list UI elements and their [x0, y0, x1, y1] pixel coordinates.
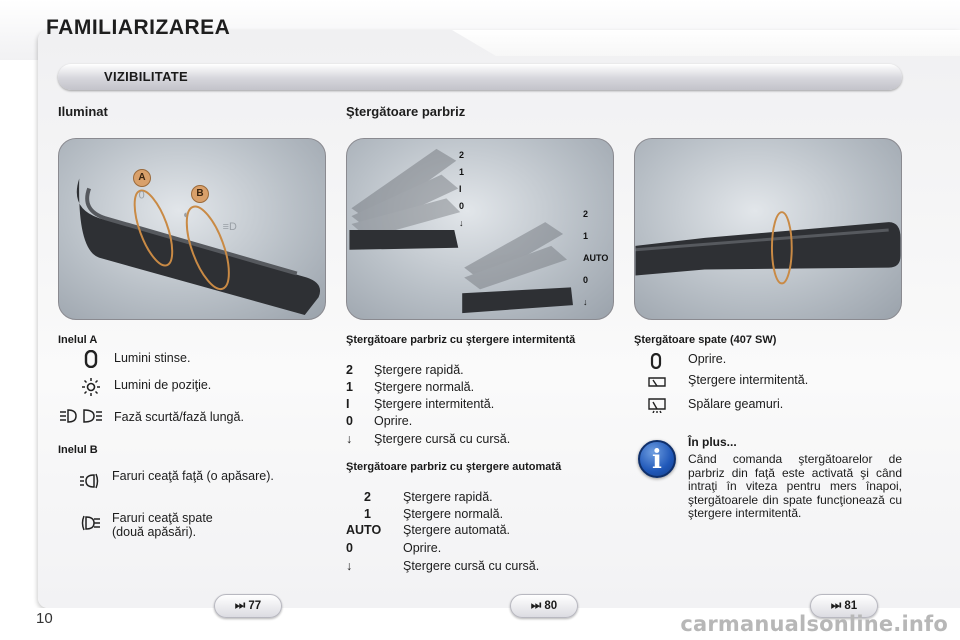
- front-fog-lights-icon: [80, 473, 100, 489]
- ring-b-item-front-fog: Faruri ceaţă faţă (o apăsare).: [112, 469, 274, 483]
- intermittent-title: Ştergătoare parbriz cu ştergere intermitentă: [346, 334, 576, 346]
- wiper-stalk-photo: [346, 138, 614, 320]
- page-number: 10: [36, 610, 53, 627]
- ring-a-title: Inelul A: [58, 334, 98, 346]
- section-title: VIZIBILITATE: [104, 69, 188, 84]
- lighting-stalk-illustration: [59, 139, 325, 319]
- wiper-mark-bottom-0: 0: [583, 275, 589, 285]
- automatic-title: Ştergătoare parbriz cu ştergere automată: [346, 461, 562, 473]
- wiper-mark-top-0: 0: [459, 201, 465, 211]
- automatic-text-auto: Ştergere automată.: [403, 523, 511, 537]
- ring-a-item-beam: Fază scurtă/fază lungă.: [114, 410, 244, 424]
- rear-wiper-stalk-photo: [634, 138, 902, 320]
- info-body: Când comanda ştergătoarelor de parbriz din faţă este activată şi când intraţi în viteza pentru mers înapoi, ştergătoarele din spate funcţionează cu ştergere intermitentă.: [688, 452, 902, 521]
- reference-link-77[interactable]: ⏭ 77: [214, 594, 282, 618]
- ring-a-marker: A: [133, 169, 151, 187]
- lighting-stalk-photo: [58, 138, 326, 320]
- automatic-text-1: Ştergere normală.: [403, 507, 504, 521]
- intermittent-text-1: Ştergere normală.: [374, 380, 475, 394]
- page-title: FAMILIARIZAREA: [46, 16, 231, 39]
- automatic-code-auto: AUTO: [346, 523, 382, 537]
- intermittent-text-0: Oprire.: [374, 414, 413, 428]
- automatic-code-0: 0: [346, 541, 353, 555]
- ring-a-item-position: Lumini de poziţie.: [114, 378, 212, 392]
- rear-wiper-title: Ştergătoare spate (407 SW): [634, 334, 777, 346]
- rear-wiper-off-icon: [650, 353, 662, 369]
- automatic-text-single: Ştergere cursă cu cursă.: [403, 559, 540, 573]
- watermark: carmanualsonline.info: [680, 612, 948, 636]
- automatic-text-2: Ştergere rapidă.: [403, 490, 493, 504]
- intermittent-code-single: ↓: [346, 432, 353, 446]
- lights-off-icon: [84, 350, 98, 368]
- wiper-mark-top-single: ↓: [459, 218, 464, 228]
- automatic-text-0: Oprire.: [403, 541, 442, 555]
- automatic-code-1: 1: [364, 507, 371, 521]
- svg-text:◐: ◐: [183, 209, 190, 222]
- rear-wiper-intermittent: Ştergere intermitentă.: [688, 373, 809, 387]
- wiper-marks-top: [459, 147, 481, 232]
- rear-washer: Spălare geamuri.: [688, 397, 784, 411]
- intermittent-text-i: Ştergere intermitentă.: [374, 397, 495, 411]
- reference-link-80[interactable]: ⏭ 80: [510, 594, 578, 618]
- wipers-heading: Ştergătoare parbriz: [346, 104, 466, 119]
- intermittent-code-i: I: [346, 397, 350, 411]
- rear-washer-icon: [648, 397, 666, 413]
- rear-wiper-stalk-illustration: [635, 139, 901, 319]
- panel-notch: [452, 30, 960, 56]
- ring-b-item-rear-fog: Faruri ceaţă spate (două apăsări).: [112, 511, 213, 539]
- info-title: În plus...: [688, 435, 737, 449]
- ring-a-item-off: Lumini stinse.: [114, 351, 191, 365]
- ring-b-title: Inelul B: [58, 444, 98, 456]
- intermittent-code-2: 2: [346, 363, 353, 377]
- info-icon: i: [638, 440, 676, 478]
- automatic-code-2: 2: [364, 490, 371, 504]
- automatic-code-single: ↓: [346, 559, 353, 573]
- ring-b-marker: B: [191, 185, 209, 203]
- intermittent-text-2: Ştergere rapidă.: [374, 363, 464, 377]
- wiper-mark-bottom-1: 1: [583, 231, 589, 241]
- wiper-mark-top-i: I: [459, 184, 462, 194]
- low-high-beam-icon: [60, 408, 102, 424]
- intermittent-code-1: 1: [346, 380, 353, 394]
- position-lights-icon: [82, 378, 100, 396]
- wiper-mark-bottom-single: ↓: [583, 297, 588, 307]
- intermittent-code-0: 0: [346, 414, 353, 428]
- rear-fog-lights-icon: [80, 515, 100, 531]
- wiper-mark-bottom-auto: AUTO: [583, 253, 609, 263]
- intermittent-text-single: Ştergere cursă cu cursă.: [374, 432, 511, 446]
- rear-wiper-off: Oprire.: [688, 352, 727, 366]
- wiper-mark-top-2: 2: [459, 150, 465, 160]
- wiper-mark-bottom-2: 2: [583, 209, 589, 219]
- reference-link-81[interactable]: ⏭ 81: [810, 594, 878, 618]
- wiper-mark-top-1: 1: [459, 167, 465, 177]
- wiper-marks-bottom: [583, 203, 613, 313]
- svg-text:0: 0: [138, 189, 145, 202]
- lighting-heading: Iluminat: [58, 104, 108, 119]
- svg-text:≡D: ≡D: [222, 220, 237, 233]
- rear-wiper-intermittent-icon: [648, 376, 666, 390]
